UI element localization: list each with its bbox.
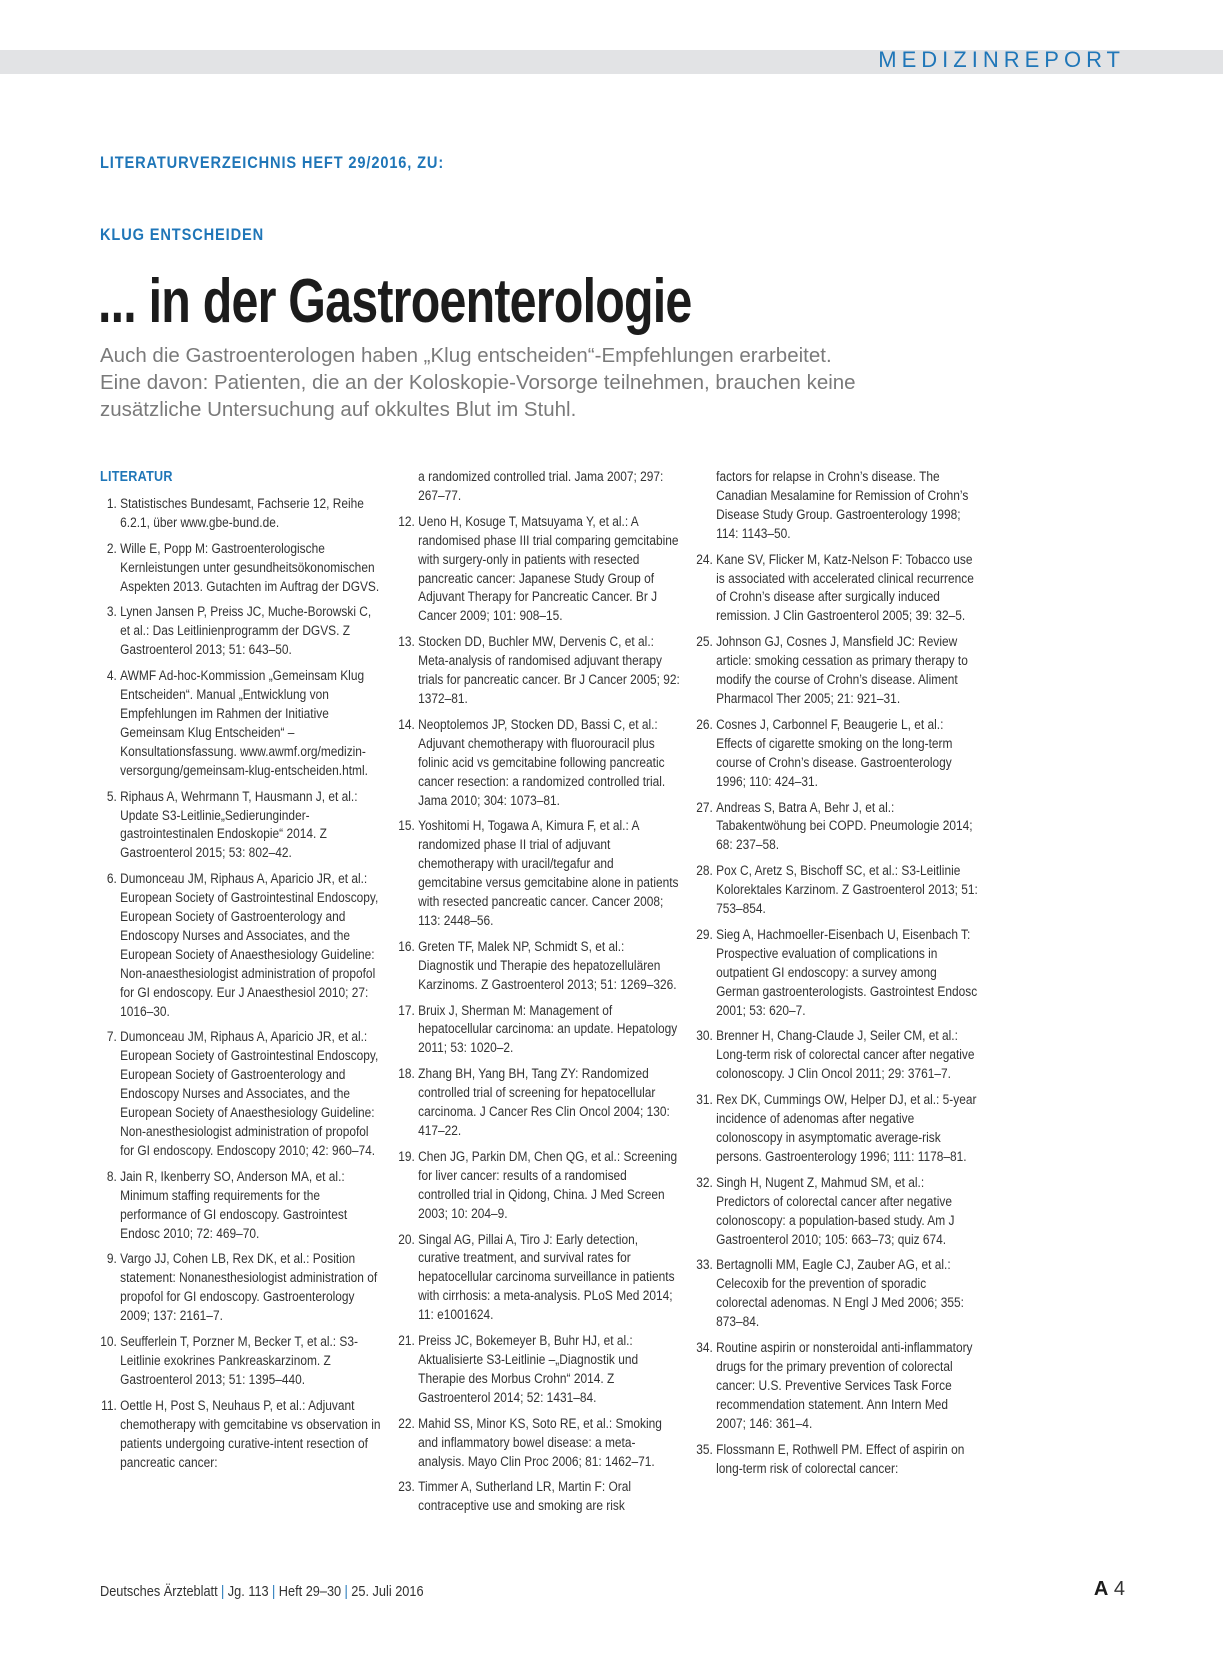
reference-number: 22. xyxy=(398,1415,415,1432)
reference-item xyxy=(398,1002,680,1059)
reference-text: Andreas S, Batra A, Behr J, et al.: Tabakentwöhung bei COPD. Pneumologie 2014; 68: 237–58. xyxy=(716,799,973,854)
footer-citation: Deutsches Ärzteblatt | Jg. 113 | Heft 29–30 | 25. Juli 2016 xyxy=(100,1583,424,1600)
reference-number: 4. xyxy=(106,668,117,685)
reference-item xyxy=(100,1397,382,1473)
reference-number: 23. xyxy=(398,1479,415,1496)
reference-text: Vargo JJ, Cohen LB, Rex DK, et al.: Position statement: Nonanesthesiologist administration of propofol for GI endoscopy. Gastroenterology 2009; 137: 2161–7. xyxy=(120,1251,378,1325)
reference-text: Bertagnolli MM, Eagle CJ, Zauber AG, et al.: Celecoxib for the prevention of sporadic colorectal adenomas. N Engl J Med 2006; 355: 873–84. xyxy=(716,1257,964,1331)
reference-text: Jain R, Ikenberry SO, Anderson MA, et al.: Minimum staffing requirements for the performance of GI endoscopy. Gastrointest Endosc 2010; 72: 469–70. xyxy=(120,1168,348,1242)
reference-number: 29. xyxy=(696,926,713,943)
reference-item xyxy=(696,799,978,856)
reference-item xyxy=(398,1415,680,1472)
reference-item xyxy=(100,1168,382,1244)
lead-line: Eine davon: Patienten, die an der Koloskopie-Vorsorge teilnehmen, brauchen keine xyxy=(100,371,856,394)
reference-item xyxy=(100,667,382,780)
reference-number: 2. xyxy=(106,540,117,557)
reference-number: 16. xyxy=(398,938,415,955)
page-number-value: 4 xyxy=(1113,1578,1125,1600)
reference-text: Stocken DD, Buchler MW, Dervenis C, et al.: Meta-analysis of randomised adjuvant therapy trials for pancreatic cancer. Br J Cancer 2005; 92: 1372–81. xyxy=(418,634,680,707)
reference-number: 17. xyxy=(398,1002,415,1019)
reference-number: 35. xyxy=(696,1441,713,1458)
reference-number: 11. xyxy=(101,1397,117,1414)
reference-number: 19. xyxy=(398,1148,415,1165)
reference-text: Wille E, Popp M: Gastroenterologische Kernleistungen unter gesundheitsökonomischen Aspekten 2013. Gutachten im Auftrag der DGVS. xyxy=(120,540,380,595)
reference-item xyxy=(398,513,680,626)
reference-number: 28. xyxy=(696,863,713,880)
reference-text: Mahid SS, Minor KS, Soto RE, et al.: Smoking and inflammatory bowel disease: a meta-analysis. Mayo Clin Proc 2006; 81: 1462–71. xyxy=(418,1415,662,1470)
kicker-bibliography: LITERATURVERZEICHNIS HEFT 29/2016, ZU: xyxy=(100,153,445,172)
reference-number: 3. xyxy=(106,604,117,621)
reference-item xyxy=(100,1250,382,1326)
reference-number: 32. xyxy=(696,1174,713,1191)
reference-number: 24. xyxy=(696,551,713,568)
reference-item xyxy=(398,1231,680,1326)
reference-number: 13. xyxy=(398,634,415,651)
reference-text: Singal AG, Pillai A, Tiro J: Early detection, curative treatment, and survival rates for hepatocellular carcinoma surveillance in patients with cirrhosis: a meta-analysis. PLoS Med 2014; 11: e1001624. xyxy=(418,1231,675,1324)
reference-continuation: factors for relapse in Crohn’s disease. The Canadian Mesalamine for Remission of Crohn’s Disease Study Group. Gastroenterology 1998; 114: 1143–50. xyxy=(716,469,969,542)
reference-text: Oettle H, Post S, Neuhaus P, et al.: Adjuvant chemotherapy with gemcitabine vs observation in patients undergoing curative-intent resection of pancreatic cancer: xyxy=(120,1397,381,1471)
kicker-series: KLUG ENTSCHEIDEN xyxy=(100,225,265,244)
issue: Heft 29–30 xyxy=(278,1583,342,1600)
reference-text: Statistisches Bundesamt, Fachserie 12, Reihe 6.2.1, über www.gbe-bund.de. xyxy=(120,495,364,531)
section-label: MEDIZINREPORT xyxy=(878,47,1125,72)
reference-item xyxy=(696,1027,978,1084)
reference-number: 18. xyxy=(398,1066,415,1083)
reference-number: 21. xyxy=(398,1333,415,1350)
reference-text: Ueno H, Kosuge T, Matsuyama Y, et al.: A randomised phase III trial comparing gemcitabine with surgery-only in patients with resected pancreatic cancer: Japanese Study Group of Adjuvant Therapy for Pancreatic Cancer. Br J Cancer 2009; 101: 908–15. xyxy=(418,513,679,625)
reference-number: 15. xyxy=(398,818,415,835)
reference-item xyxy=(100,603,382,660)
reference-number: 7. xyxy=(106,1029,117,1046)
reference-number: 27. xyxy=(696,799,713,816)
reference-continuation: a randomized controlled trial. Jama 2007; 297: 267–77. xyxy=(418,469,664,504)
reference-text: Zhang BH, Yang BH, Tang ZY: Randomized controlled trial of screening for hepatocellular carcinoma. J Cancer Res Clin Oncol 2004; 130: 417–22. xyxy=(418,1066,670,1139)
reference-number: 34. xyxy=(696,1340,713,1357)
reference-text: Bruix J, Sherman M: Management of hepatocellular carcinoma: an update. Hepatology 2011; 53: 1020–2. xyxy=(418,1002,678,1057)
reference-text: AWMF Ad-hoc-Kommission „Gemeinsam Klug Entscheiden“. Manual „Entwicklung von Empfehlungen im Rahmen der Initiative Gemeinsam Klug Entscheiden“ – Konsultationsfassung. www.awmf.org/medizin-versorgung/gemeinsam-klug-entscheiden.html. xyxy=(120,668,368,779)
reference-text: Rex DK, Cummings OW, Helper DJ, et al.: 5-year incidence of adenomas after negative colonoscopy in asymptomatic average-risk persons. Gastroenterology 1996; 111: 1178–81. xyxy=(716,1092,977,1165)
reference-number: 25. xyxy=(696,634,713,651)
reference-item xyxy=(696,1339,978,1434)
reference-number: 33. xyxy=(696,1257,713,1274)
reference-text: Kane SV, Flicker M, Katz-Nelson F: Tobacco use is associated with accelerated clinical recurrence of Crohn’s disease after surgically induced remission. J Clin Gastroenterol 2005; 39: 32–5. xyxy=(716,551,974,625)
reference-text: Flossmann E, Rothwell PM. Effect of aspirin on long-term risk of colorectal cancer: xyxy=(716,1441,965,1477)
reference-item xyxy=(100,788,382,864)
reference-item xyxy=(398,1148,680,1224)
reference-item xyxy=(100,1028,382,1160)
lead-paragraph xyxy=(100,342,1000,423)
page-prefix: A xyxy=(1093,1578,1109,1600)
reference-text: Brenner H, Chang-Claude J, Seiler CM, et al.: Long-term risk of colorectal cancer after negative colonoscopy. J Clin Oncol 2011; 29: 3761–7. xyxy=(716,1028,975,1083)
reference-number: 1. xyxy=(106,495,117,512)
reference-number: 30. xyxy=(696,1028,713,1045)
reference-number: 20. xyxy=(398,1231,415,1248)
reference-item xyxy=(398,938,680,995)
reference-item xyxy=(100,495,382,533)
reference-item xyxy=(696,551,978,627)
headline: ... in der Gastroenterologie xyxy=(98,267,692,336)
reference-item xyxy=(696,1256,978,1332)
reference-item xyxy=(100,540,382,597)
reference-item xyxy=(696,1091,978,1167)
reference-item xyxy=(696,862,978,919)
reference-text: Greten TF, Malek NP, Schmidt S, et al.: Diagnostik und Therapie des hepatozellulären Karzinoms. Z Gastroenterol 2013; 51: 1269–326. xyxy=(418,938,677,993)
reference-text: Neoptolemos JP, Stocken DD, Bassi C, et al.: Adjuvant chemotherapy with fluorouracil plus folinic acid vs gemcitabine following pancreatic cancer resection: a randomized controlled trial. Jama 2010; 304: 1073–81. xyxy=(418,716,666,809)
reference-item xyxy=(100,1333,382,1390)
reference-column-3 xyxy=(696,468,978,1485)
reference-item xyxy=(398,1332,680,1408)
reference-number: 8. xyxy=(106,1168,117,1185)
reference-number: 31. xyxy=(696,1092,713,1109)
reference-number: 5. xyxy=(106,788,117,805)
reference-number: 6. xyxy=(106,871,117,888)
literature-heading: LITERATUR xyxy=(100,468,173,485)
reference-item xyxy=(398,817,680,930)
reference-text: Dumonceau JM, Riphaus A, Aparicio JR, et al.: European Society of Gastrointestinal Endoscopy, European Society of Gastroenterology and Endoscopy Nurses and Associates, and the European Society of Anaesthesiology Guideline: Non-anesthesiologist administration of propofol for GI endoscopy. Endoscopy 2010; 42: 960–74. xyxy=(120,1029,379,1159)
reference-item xyxy=(398,716,680,811)
lead-line: zusätzliche Untersuchung auf okkultes Blut im Stuhl. xyxy=(100,398,577,421)
reference-text: Dumonceau JM, Riphaus A, Aparicio JR, et al.: European Society of Gastrointestinal Endoscopy, European Society of Gastroenterology and Endoscopy Nurses and Associates, and the European Society of Anaesthesiology Guideline: Non-anaesthesiologist administration of propofol for GI endoscopy. Eur J Anaesthesiol 2010; 27: 1016–30. xyxy=(120,871,379,1020)
reference-column-1 xyxy=(100,468,382,1479)
reference-text: Lynen Jansen P, Preiss JC, Muche-Borowski C, et al.: Das Leitlinienprogramm der DGVS. Z Gastroenterol 2013; 51: 643–50. xyxy=(120,604,372,659)
reference-item xyxy=(398,1478,680,1516)
reference-item xyxy=(696,1441,978,1479)
reference-column-2 xyxy=(398,468,680,1523)
reference-number: 9. xyxy=(106,1251,117,1268)
reference-number: 10. xyxy=(100,1334,117,1351)
journal-name: Deutsches Ärzteblatt xyxy=(100,1583,218,1600)
reference-text: Johnson GJ, Cosnes J, Mansfield JC: Review article: smoking cessation as primary therapy to modify the course of Crohn’s disease. Aliment Pharmacol Ther 2005; 21: 921–31. xyxy=(716,634,968,707)
reference-text: Preiss JC, Bokemeyer B, Buhr HJ, et al.: Aktualisierte S3-Leitlinie –„Diagnostik und Therapie des Morbus Crohn“ 2014. Z Gastroenterol 2014; 52: 1431–84. xyxy=(418,1333,639,1406)
reference-text: Pox C, Aretz S, Bischoff SC, et al.: S3-Leitlinie Kolorektales Karzinom. Z Gastroenterol 2013; 51: 753–854. xyxy=(716,863,978,918)
reference-text: Cosnes J, Carbonnel F, Beaugerie L, et al.: Effects of cigarette smoking on the long-term course of Crohn’s disease. Gastroenterology 1996; 110: 424–31. xyxy=(716,716,953,790)
reference-item xyxy=(696,716,978,792)
reference-text: Seufferlein T, Porzner M, Becker T, et al.: S3-Leitlinie exokrines Pankreaskarzinom. Z Gastroenterol 2013; 51: 1395–440. xyxy=(120,1334,358,1388)
reference-item xyxy=(398,633,680,709)
reference-item xyxy=(398,1065,680,1141)
reference-text: Chen JG, Parkin DM, Chen QG, et al.: Screening for liver cancer: results of a randomised controlled trial in Qidong, China. J Med Screen 2003; 10: 204–9. xyxy=(418,1148,678,1222)
reference-text: Riphaus A, Wehrmann T, Hausmann J, et al.: Update S3-Leitlinie„Sedierunginder-gastrointestinalen Endoskopie“ 2014. Z Gastroenterol 2015; 53: 802–42. xyxy=(120,788,358,862)
reference-item xyxy=(696,633,978,709)
reference-item xyxy=(696,1174,978,1250)
issue-date: 25. Juli 2016 xyxy=(351,1583,424,1600)
reference-text: Timmer A, Sutherland LR, Martin F: Oral contraceptive use and smoking are risk xyxy=(418,1479,631,1515)
lead-line: Auch die Gastroenterologen haben „Klug entscheiden“-Empfehlungen erarbeitet. xyxy=(100,344,832,367)
reference-item xyxy=(100,870,382,1021)
reference-number: 26. xyxy=(696,716,713,733)
reference-number: 14. xyxy=(398,716,415,733)
volume: Jg. 113 xyxy=(227,1583,269,1600)
reference-item xyxy=(696,926,978,1021)
reference-number: 12. xyxy=(398,513,415,530)
reference-text: Yoshitomi H, Togawa A, Kimura F, et al.: A randomized phase II trial of adjuvant chemotherapy with uracil/tegafur and gemcitabine versus gemcitabine alone in patients with resected pancreatic cancer. Cancer 2008; 113: 2448–56. xyxy=(418,818,679,929)
reference-text: Sieg A, Hachmoeller-Eisenbach U, Eisenbach T: Prospective evaluation of complications in outpatient GI endoscopy: a survey among German gastroenterologists. Gastrointest Endosc 2001; 53: 620–7. xyxy=(716,926,978,1019)
page-number xyxy=(1094,1578,1125,1601)
reference-text: Routine aspirin or nonsteroidal anti-inflammatory drugs for the primary prevention of colorectal cancer: U.S. Preventive Services Task Force recommendation statement. Ann Intern Med 2007; 146: 361–4. xyxy=(716,1340,973,1432)
reference-text: Singh H, Nugent Z, Mahmud SM, et al.: Predictors of colorectal cancer after negative colonoscopy: a population-based study. Am J Gastroenterol 2010; 105: 663–73; quiz 674. xyxy=(716,1174,955,1248)
